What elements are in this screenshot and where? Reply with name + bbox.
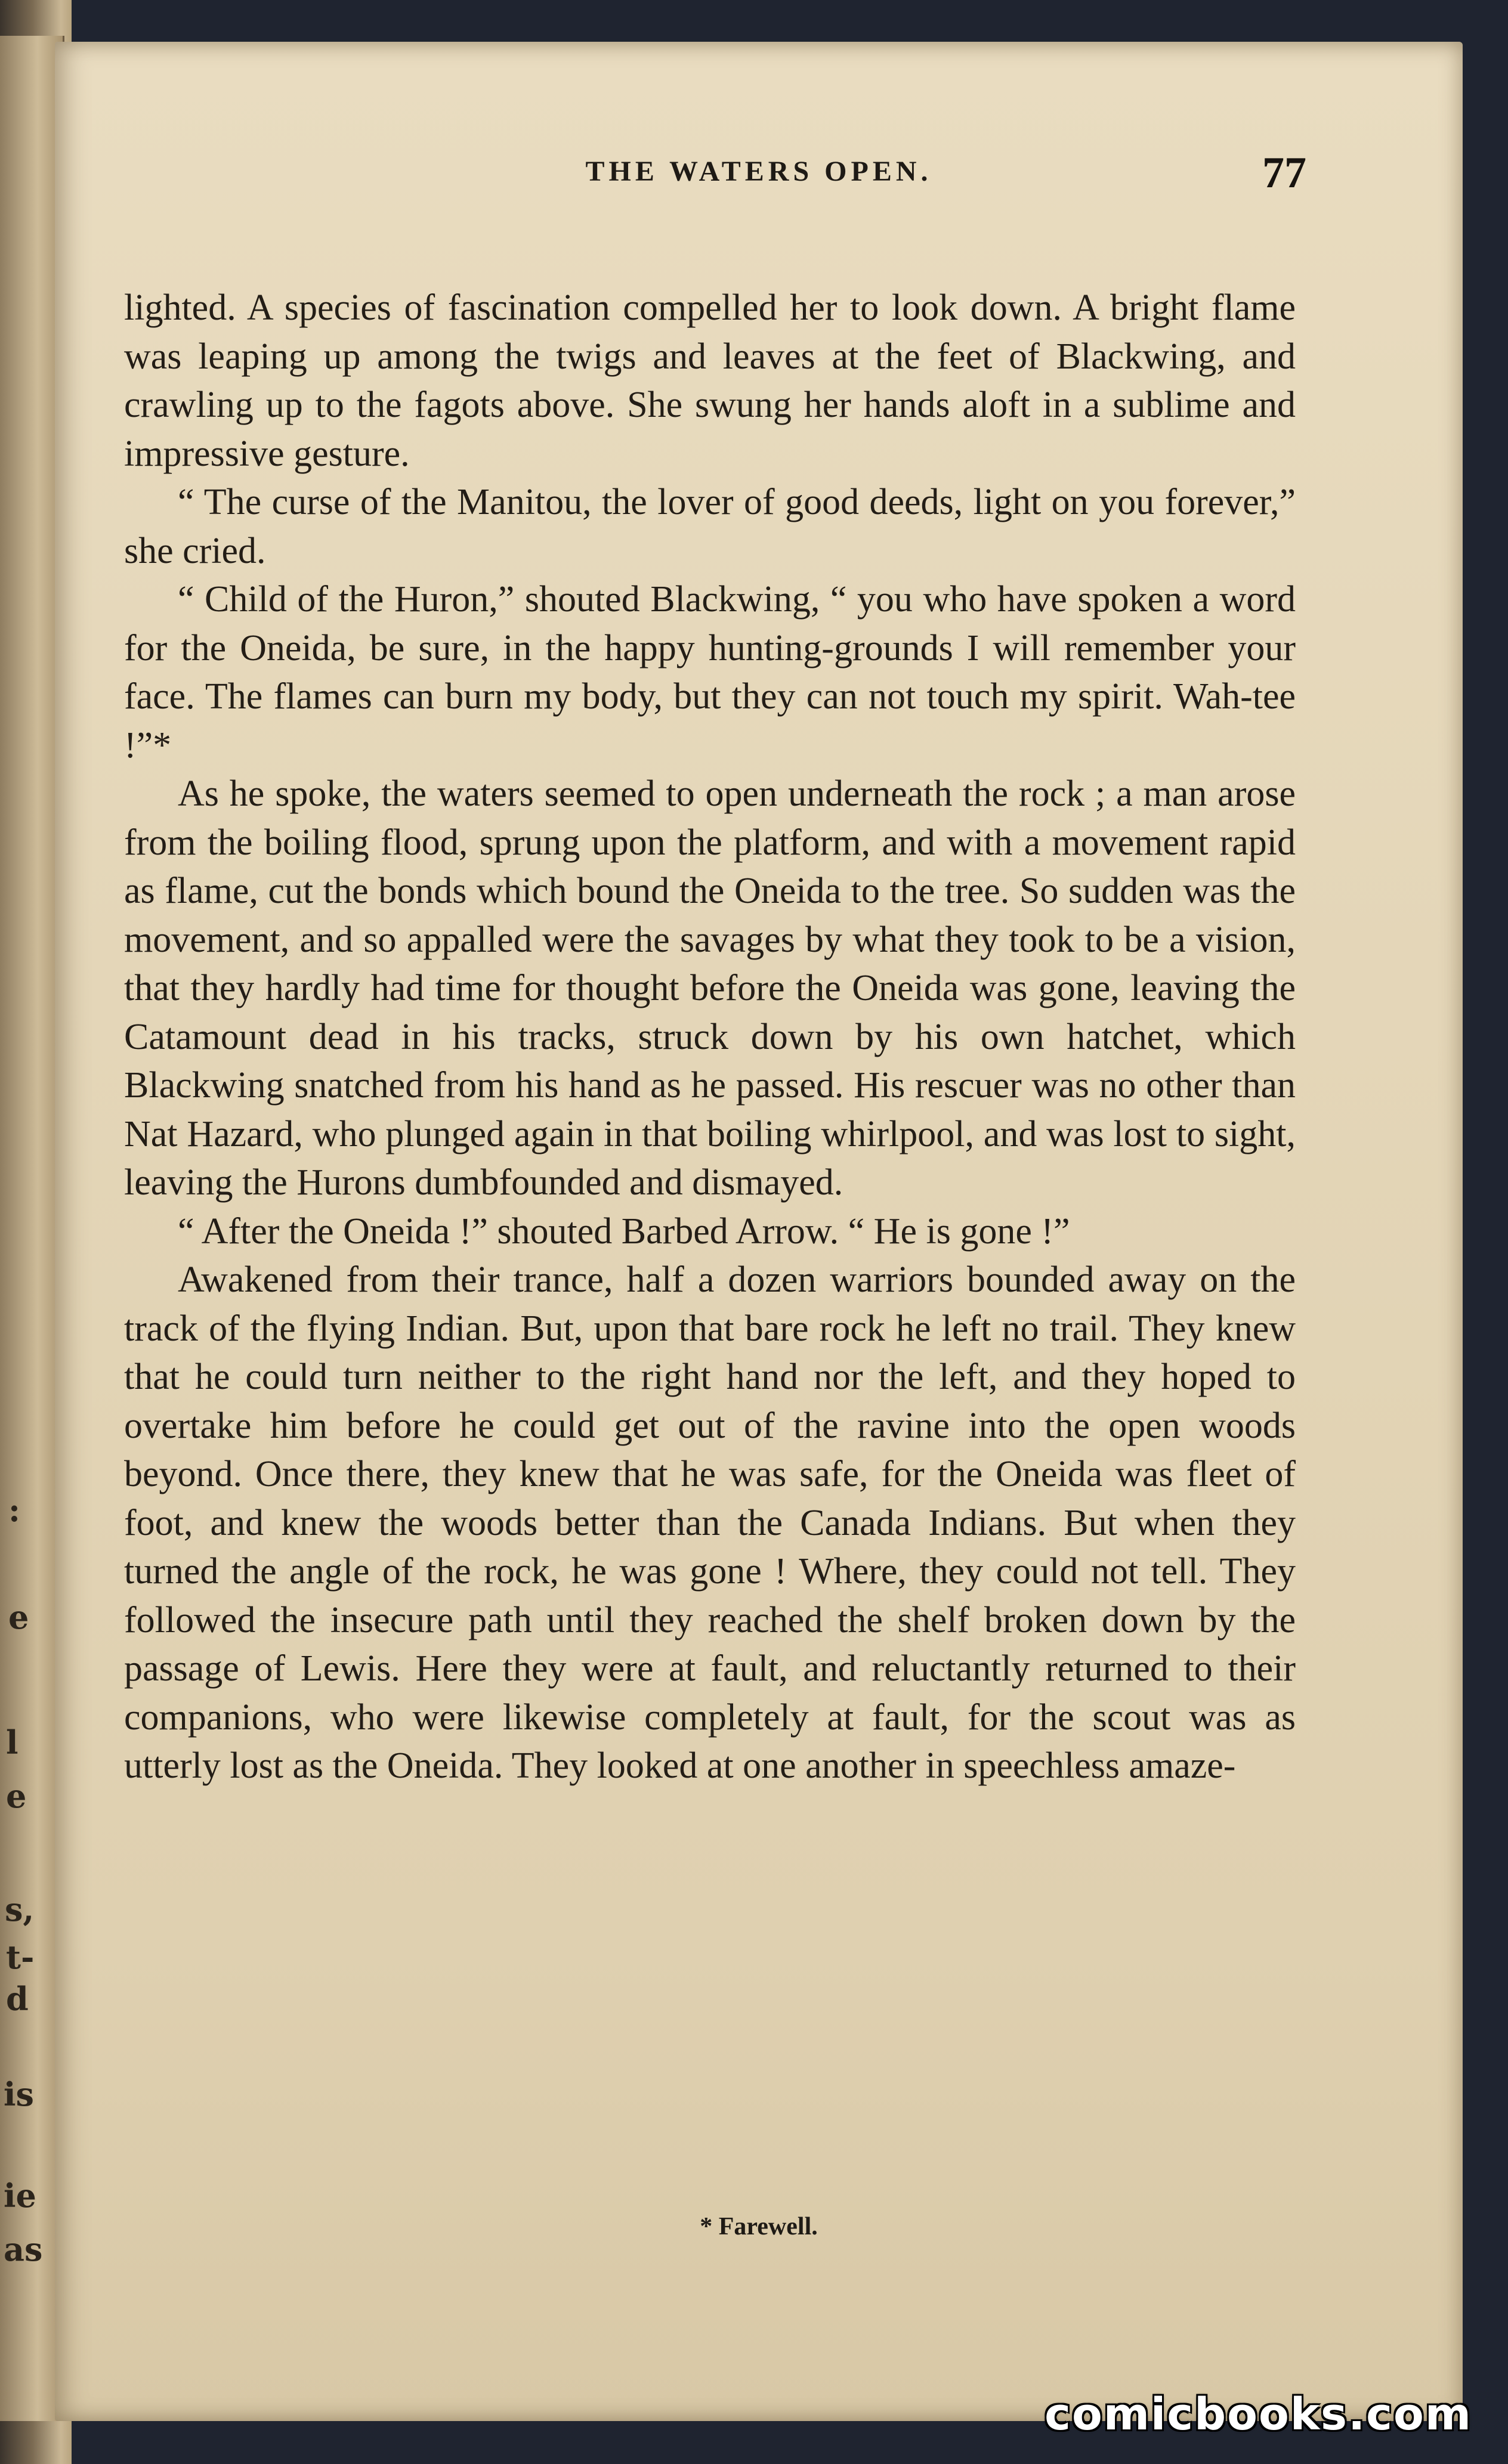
edge-fragment: e: [8, 1598, 29, 1636]
paragraph: “ The curse of the Manitou, the lover of good deeds, light on you forever,” she cried.: [124, 482, 1296, 571]
paragraph: “ After the Oneida !” shouted Barbed Arrow. “ He is gone !”: [178, 1211, 1070, 1252]
footnote: * Farewell.: [700, 2213, 818, 2240]
paragraph: Awakened from their trance, half a dozen warriors bounded away on the track of the flying Indian. But, upon that bare rock he left no trail. They knew that he could turn neither to the right hand nor the left, and they hoped to overtake him before he could get out of the ravine into the open woods beyond. Once there, they knew that he was safe, for the Oneida was fleet of foot, and knew the woods better than the Canada Indians. But when they turned the angle of the rock, he was gone ! Where, they could not tell. They followed the insecure path until they reached the shelf broken down by the passage of Lewis. Here they were at fault, and reluctantly returned to their companions, who were likewise completely at fault, for the scout was as utterly lost as the Oneida. They looked at one another in speechless amaze-: [124, 1259, 1296, 1786]
paragraph: As he spoke, the waters seemed to open underneath the rock ; a man arose from the boiling flood, sprung upon the platform, and with a movement rapid as flame, cut the bonds which bound the Oneida to the tree. So sudden was the movement, and so appalled were the savages by what they took to be a vision, that they hardly had time for thought before the Oneida was gone, leaving the Catamount dead in his tracks, struck down by his own hatchet, which Blackwing snatched from his hand as he passed. His rescuer was no other than Nat Hazard, who plunged again in that boiling whirlpool, and was lost to sight, leaving the Hurons dumbfounded and dismayed.: [124, 773, 1296, 1203]
running-head: THE WATERS OPEN.: [585, 156, 932, 187]
edge-fragment: l: [6, 1723, 18, 1762]
edge-fragment: is: [4, 2075, 34, 2113]
paragraph: “ Child of the Huron,” shouted Blackwing, “ you who have spoken a word for the Oneida, be sure, in the happy hunting-grounds I will remember your face. The flames can burn my body, but they can not touch my spirit. Wah-tee !”*: [124, 579, 1296, 766]
edge-fragment: e: [6, 1777, 27, 1815]
paragraph: lighted. A species of fascination compelled her to look down. A bright flame was leaping up among the twigs and leaves at the feet of Blackwing, and crawling up to the fagots above. She swung her hands aloft in a sublime and impressive gesture.: [124, 287, 1296, 474]
edge-fragment: s,: [5, 1890, 35, 1929]
page-number: 77: [1262, 148, 1306, 197]
watermark: comicbooks.com: [1045, 2389, 1472, 2440]
edge-fragment: t-: [6, 1938, 35, 1976]
edge-fragment: :: [8, 1491, 20, 1529]
body-text: [124, 284, 1296, 1791]
edge-fragment: d: [6, 1980, 29, 2018]
edge-fragment: ie: [4, 2177, 36, 2215]
book-page: [55, 42, 1463, 2421]
edge-fragment: as: [4, 2230, 43, 2268]
